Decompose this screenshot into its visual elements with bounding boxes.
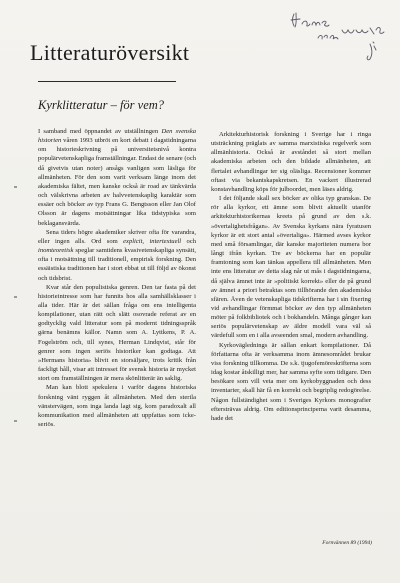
binding-mark — [14, 186, 17, 188]
paragraph: I det följande skall sex böcker av olika typ granskas. De rör alla kyrkor, ett ämne som blivit aktuellt utanför arkitekturhistorikernas kreets på grund av den s.k. »övertalighetsfrågan». Av Svenska kyrkans nära fyratusen kyrkor är ett stort antal »övertaliga». Härmed avses kyrkor med små församlingar, där kanske majoriteten numera bor långt ifrån kyrkan. Tre av böckerna har en populär framtoning som kan tänkas appellera till allmänheten. Men inte ens litteratur av detta slag når ut mås i dagstidningarna, då själva ämnet inte är »politiskt korrekt» eller de på grund av ämnet a priori betraktas som tillhörande den akademiska sfären. Även de vetenskapliga tidskrifterna har i sin fixering vid avhandlingar förmmat böcker av den typ allmänheten möter på folkbibliotek och i bokhandeln. Många gånger kan seriös populärvetenskap av äldre modell vara väl så värdefull som en i alla avseenden smal, modern avhandling. — [211, 195, 371, 340]
page-heading: Litteraturöversikt — [30, 40, 190, 65]
italic-title: Den svenska historien — [38, 128, 196, 145]
binding-mark — [14, 420, 17, 422]
paragraph: Man kan blott spekulera i varför dagens historiska forskning vänt ryggen åt allmänheten. Med den sterila vänstervägen, som inga landa lagt sig, kom paradoxalt all kommunikation med allmänheten att uppfattas som icke-seriös. — [38, 384, 196, 428]
text-run: våren 1993 utbröt en kort debatt i dagstidningarna om historieskrivning på universitetsnivå kontra populärvetenskapliga framställningar. Endast de senare (och då givetvis utan noter) ansågs vanligen som läsliga för allmänheten. För den som varit verksam länge inom det akademiska fältet, men kanske också är road av tänkvärda och välskrivna arbeten av halvvetenskaplig karaktär som essäer och böcker av typ Frans G. Bengtsson eller Jan Olof Olsson är dagens motsättningar lika tidstypiska som beklagansvärda. — [38, 137, 196, 227]
paragraph: Arkitekturhistorisk forskning i Sverige har i ringa utsträckning präglats av samma marxistiska regelverk som allmänhistoria. Också är avståndet så stort mellan akademiska arbeten och den bildade allmänheten, att flertalet avhandlingar ter sig oläsliga. Recensioner kommer oftast via bekantskapskretsen. En vackert illustrerad konstavhandling köps för julboordet, men läses aldrig. — [211, 131, 371, 193]
text-run: Sena tiders högre akademiker skriver ofta för varandra, eller ingen alls. Ord som — [38, 228, 196, 245]
paragraph: Kyrkoväglednings är sällan enkart kompilationer. Då författarna ofta är verksamma inom ämnesområdet brukar viss forskning tillkomma. De s.k. tjugofemöreskrifterna som idag kostar åtskilligt mer, har samma syfte som tidigare. Den besökare som vill veta mer om kyrkobyggnaden och dess inventarier, skall här få en korrekt och begriplig redogörelse. Någon fullständighet som i Sveriges Kyrkors monografier eftersträvas aldrig. Om editionsprinciperna varit desamma, hade det — [211, 341, 371, 422]
paragraph: Kvar står den populistiska genren. Den tar fasta på det historieintresse som har funnits hos alla samhällsklasser i alla tider. Här är det sällan fråga om ens intelligenta kompilationer, utan rätt och slätt osovrade referat av en godtycklig vald litteratur som på modernt tidningsspråk gärna benämns källor. Namn som A. Lyttkens, P. A. Fogelström och, till synes, Herman Lindqvist, står för genrer som ingen seriös historiker kan godtaga. Att »Hermans historia» blivit en storsäljare, trots kritik från fackligt håll, visar att intresset för svensk historia är mycket stort om framställningen är mera skönlitterär än saklig. — [38, 283, 196, 383]
binding-mark — [14, 296, 17, 298]
section-title: Kyrklitteratur – för vem? — [38, 98, 165, 112]
italic-term: explicit, intertextuell — [123, 237, 182, 245]
right-column — [211, 130, 371, 423]
paragraph — [38, 127, 196, 228]
handwritten-note — [282, 4, 392, 64]
text-run: och — [181, 237, 197, 245]
paragraph — [38, 228, 196, 283]
heading-divider — [38, 81, 176, 82]
text-run: speglar samtidens kvasivetenskapliga synsätt, ofta i motsättning till traditionell, empirisk forskning. Den essäistiska traditionen har i stort ebbat ut till följd av ökonst och tidsbrist. — [38, 247, 196, 282]
handwritten-note-text — [282, 12, 382, 68]
left-column — [38, 127, 196, 429]
text-run: I samband med öppnandet av utställningen — [38, 128, 162, 135]
italic-term: inomteoretisk — [38, 247, 74, 255]
page-footer: Fornvännen 89 (1994) — [322, 540, 372, 546]
